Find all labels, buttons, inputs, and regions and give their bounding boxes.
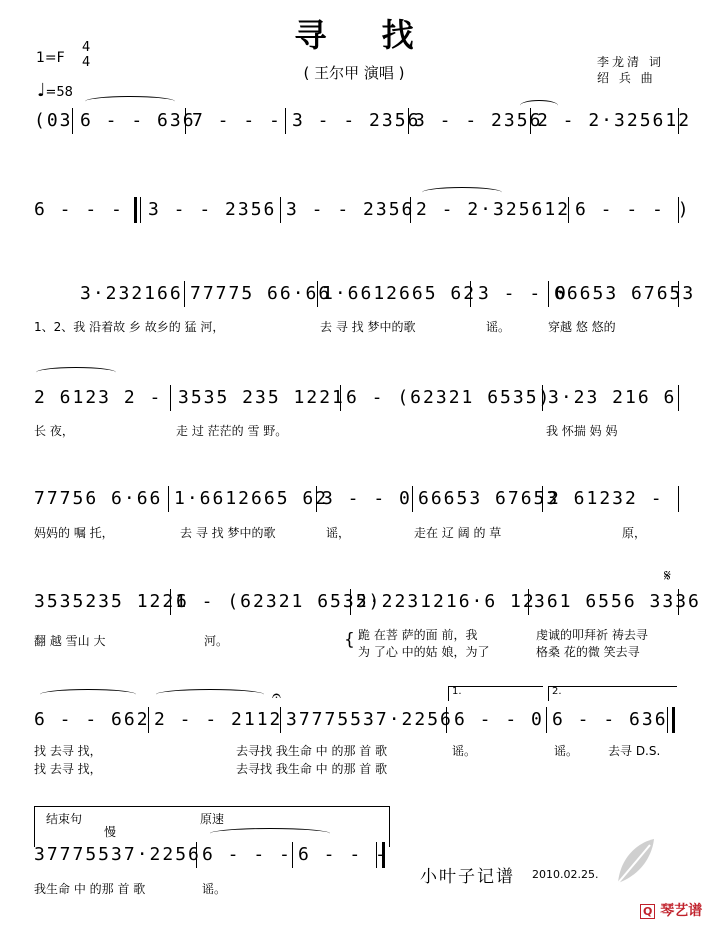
lyric-line: 谣。 (554, 744, 579, 758)
key-signature: 1=F (36, 50, 65, 66)
measure: 6 - - 662 (34, 709, 150, 730)
page-title: 寻 找 (294, 16, 436, 54)
lyric-line: 1、2、我 沿着故 乡 故乡的 猛 河， (34, 320, 225, 334)
composer-credit: 绍 兵 曲 (597, 71, 656, 85)
ending-2-label: 2. (552, 686, 562, 697)
lyric-line: 妈妈的 嘱 托， (34, 526, 114, 540)
measure: 66653 67653 (418, 488, 560, 509)
measure: 2·2231216·6 12 (356, 591, 536, 612)
measure: 361 6556 3336 (534, 591, 701, 612)
measure: 1·6612665 62 (174, 488, 329, 509)
lyric-line: 谣， (326, 526, 351, 540)
lyric-line: 河。 (204, 634, 229, 648)
lyric-line: 去寻找 我生命 中 的那 首 歌 (236, 744, 388, 758)
music-row-5 (30, 486, 680, 516)
tempo-marking (37, 80, 73, 101)
fermata-icon: 𝄐 (272, 686, 281, 705)
measure: 37775537·2256 (286, 709, 453, 730)
lyric-line: 翻 越 雪山 大 (34, 634, 106, 648)
music-row-6 (30, 589, 701, 619)
measure: 3·23 216 6 (548, 387, 677, 408)
lyric-line: 谣。 (202, 882, 227, 896)
coda-label: 结束句 (46, 812, 83, 826)
transcription-date: 2010.02.25. (532, 868, 599, 881)
measure: 1·6612665 62 (322, 283, 477, 304)
ending-1-label: 1. (452, 686, 462, 697)
lyric-line: 去 寻 找 梦中的歌 (320, 320, 416, 334)
measure: 3 - - 0 (322, 488, 412, 509)
measure: 3 - - 0 (478, 283, 568, 304)
measure: 3 - - 2356 (286, 199, 415, 220)
brand-name: 琴艺谱 (660, 903, 703, 919)
measure: 77756 6·66 (34, 488, 163, 509)
slow-label: 慢 (104, 825, 117, 839)
music-row-1 (30, 108, 692, 138)
measure: 6 - (62321 6535) (176, 591, 382, 612)
lyricist-credit: 李龙清 词 (597, 55, 664, 69)
measure: 3535 235 1221 (178, 387, 345, 408)
measure: 2 6123 2 - (34, 387, 163, 408)
measure: 7 - - - (192, 110, 282, 131)
measure: 6 - - - ) (575, 199, 691, 220)
leaf-logo-icon (612, 835, 658, 887)
lyric-line: 我生命 中 的那 首 歌 (34, 882, 146, 896)
measure: 66653 67653 (554, 283, 696, 304)
lyric-line: 谣。 (486, 320, 511, 334)
lyric-line: 虔诚的叩拜祈 祷去寻 (536, 628, 648, 642)
lyric-line: 找 去寻 找， (34, 744, 102, 758)
measure: 2 - 2·325612 (416, 199, 571, 220)
lyric-line: 走 过 茫茫的 雪 野。 (176, 424, 288, 438)
singer-credit: ( 王尔甲 演唱 ) (303, 64, 405, 82)
lyric-line-2: 格桑 花的微 笑去寻 (536, 645, 640, 659)
quarter-note-icon: ♩ (37, 80, 46, 101)
measure: 6 - - - (298, 844, 388, 865)
lyric-line: 去寻 D.S. (608, 744, 661, 758)
lyric-line-2: 去寻找 我生命 中 的那 首 歌 (236, 762, 388, 776)
lyric-line: 谣。 (452, 744, 477, 758)
time-signature (82, 40, 90, 70)
lyric-line-2: 为 了心 中的姑 娘，为了 (358, 645, 490, 659)
lyric-line: 走在 辽 阔 的 草 (414, 526, 502, 540)
music-row-3 (30, 281, 696, 311)
original-tempo-label: 原速 (200, 812, 225, 826)
transcriber-signature: 小叶子记谱 (420, 867, 515, 887)
measure: 3·232166 (80, 283, 183, 304)
measure: 77775 66·66 (190, 283, 332, 304)
measure: 3 - - 2356 (292, 110, 421, 131)
lyric-line: 去 寻 找 梦中的歌 (180, 526, 276, 540)
measure: 37775537·2256 (34, 844, 201, 865)
measure: 3 - - 2356 (148, 199, 277, 220)
brace-icon: { (344, 630, 355, 650)
measure: 6 - (62321 6535) (346, 387, 552, 408)
measure: 2 - 2·325612 (537, 110, 692, 131)
lyric-line: 长 夜， (34, 424, 74, 438)
segno-icon: 𝄋 (664, 566, 671, 585)
music-row-4 (30, 385, 680, 415)
measure: 2 - - 2112 (154, 709, 283, 730)
measure: 6 - - - (34, 199, 124, 220)
measure: 6 - - 636 (80, 110, 196, 131)
measure: 6 - - - (202, 844, 292, 865)
measure: 6 - - 636 (552, 709, 668, 730)
brand-logo (640, 900, 702, 920)
music-row-2 (30, 197, 691, 227)
tempo-value: =58 (45, 85, 73, 100)
measure: 3535235 1221 (34, 591, 189, 612)
lyric-line: 穿越 悠 悠的 (548, 320, 616, 334)
lyric-line: 跪 在菩 萨的面 前，我 (358, 628, 478, 642)
lyric-line: 原， (622, 526, 647, 540)
brand-mark-icon: Q (640, 904, 655, 919)
measure: 6 - - 0 (454, 709, 544, 730)
measure: 2 61232 - (548, 488, 664, 509)
time-top: 4 (82, 40, 91, 55)
time-bottom: 4 (82, 55, 91, 70)
measure: 3 - - 2356 (414, 110, 543, 131)
measure: (03 (34, 110, 73, 131)
lyric-line: 我 怀揣 妈 妈 (546, 424, 618, 438)
music-row-7 (30, 707, 680, 737)
lyric-line-2: 找 去寻 找， (34, 762, 102, 776)
